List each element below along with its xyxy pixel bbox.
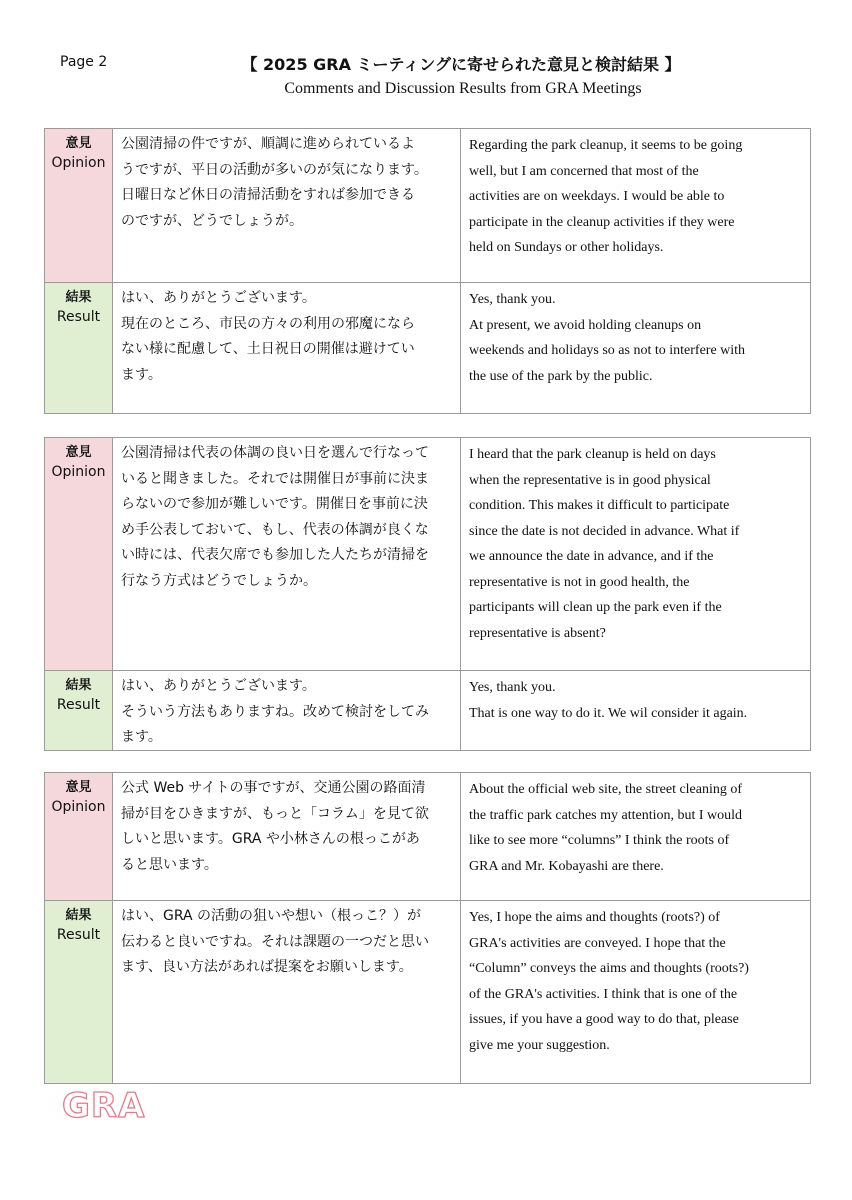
result-label-en: Result [56,927,101,943]
page-title-jp: 【 2025 GRA ミーティングに寄せられた意見と検討結果 】 [241,55,681,74]
result-row [45,671,810,750]
opinion-text-jp: 公式 Web サイトの事ですが、交通公園の路面清 掃が目をひきますが、もっと「コラム」を見て欲 しいと思います。GRA や小林さんの根っこがあ ると思います。 [113,773,461,900]
gra-logo: GRA [62,1086,146,1126]
result-row [45,901,810,1083]
page-title-en: Comments and Discussion Results from GRA Meetings [284,80,642,97]
opinion-label [45,438,113,670]
result-label-en: Result [56,309,101,325]
opinion-row [45,438,810,671]
opinion-label [45,773,113,900]
result-label [45,901,113,1083]
result-label-en: Result [56,697,101,713]
result-text-en: Yes, thank you. That is one way to do it. We wil consider it again. [469,680,748,721]
result-text-en: Yes, thank you. At present, we avoid holding cleanups on weekends and holidays so as not to interfere with the use of the park by the public. [469,292,746,384]
opinion-label-en: Opinion [51,464,106,480]
page-label: Page 2 [60,54,108,70]
opinion-label-en: Opinion [51,799,106,815]
result-text-jp: はい、GRA の活動の狙いや想い（根っこ？）が 伝わると良いですね。それは課題の一つだと思い ます、良い方法があれば提案をお願いします。 [113,901,461,1083]
result-text-en: Yes, I hope the aims and thoughts (roots?) of GRA's activities are conveyed. I hope that the “Column” conveys the aims and thoughts (roots?) of the GRA's activities. I think that is one of the issues, if you have a good way to do that, please give me your suggestion. [469,910,749,1053]
opinion-label-jp: 意見 [65,780,92,795]
result-label-jp: 結果 [65,678,92,693]
result-text-jp: はい、ありがとうございます。 そういう方法もありますね。改めて検討をしてみ ます。 [113,671,461,750]
result-label [45,283,113,413]
result-label-jp: 結果 [65,290,92,305]
opinion-row [45,773,810,901]
result-label [45,671,113,750]
result-label-jp: 結果 [65,908,92,923]
opinion-label [45,129,113,282]
result-text-jp: はい、ありがとうございます。 現在のところ、市民の方々の利用の邪魔になら ない様に配慮して、土日祝日の開催は避けてい ます。 [113,283,461,413]
opinion-text-en: About the official web site, the street cleaning of the traffic park catches my attention, but I would like to see more “columns” I think the roots of GRA and Mr. Kobayashi are there. [469,782,743,874]
comment-block-3 [44,772,811,1084]
opinion-text-en: Regarding the park cleanup, it seems to be going well, but I am concerned that most of the activities are on weekdays. I would be able to participate in the cleanup activities if they were held on Sundays or other holidays. [469,138,743,255]
opinion-label-jp: 意見 [65,445,92,460]
opinion-text-jp: 公園清掃は代表の体調の良い日を選んで行なって いると聞きました。それでは開催日が事前に決ま らないので参加が難しいです。開催日を事前に決 め手公表しておいて、もし、代表の体調が良くな い時には、代表欠席でも参加した人たちが清掃を 行なう方式はどうでしょうか。 [113,438,461,670]
opinion-text-en: I heard that the park cleanup is held on days when the representative is in good physical condition. This makes it difficult to participate since the date is not decided in advance. What if we announce the date in advance, and if the representative is not in good health, the participants will clean up the park even if the representative is absent? [469,447,740,641]
opinion-label-en: Opinion [51,155,106,171]
comment-block-1 [44,128,811,414]
opinion-label-jp: 意見 [65,136,92,151]
comment-block-2 [44,437,811,751]
opinion-row [45,129,810,283]
result-row [45,283,810,413]
opinion-text-jp: 公園清掃の件ですが、順調に進められているよ うですが、平日の活動が多いのが気になります。 日曜日など休日の清掃活動をすれば参加できる のですが、どうでしょうが。 [113,129,461,282]
